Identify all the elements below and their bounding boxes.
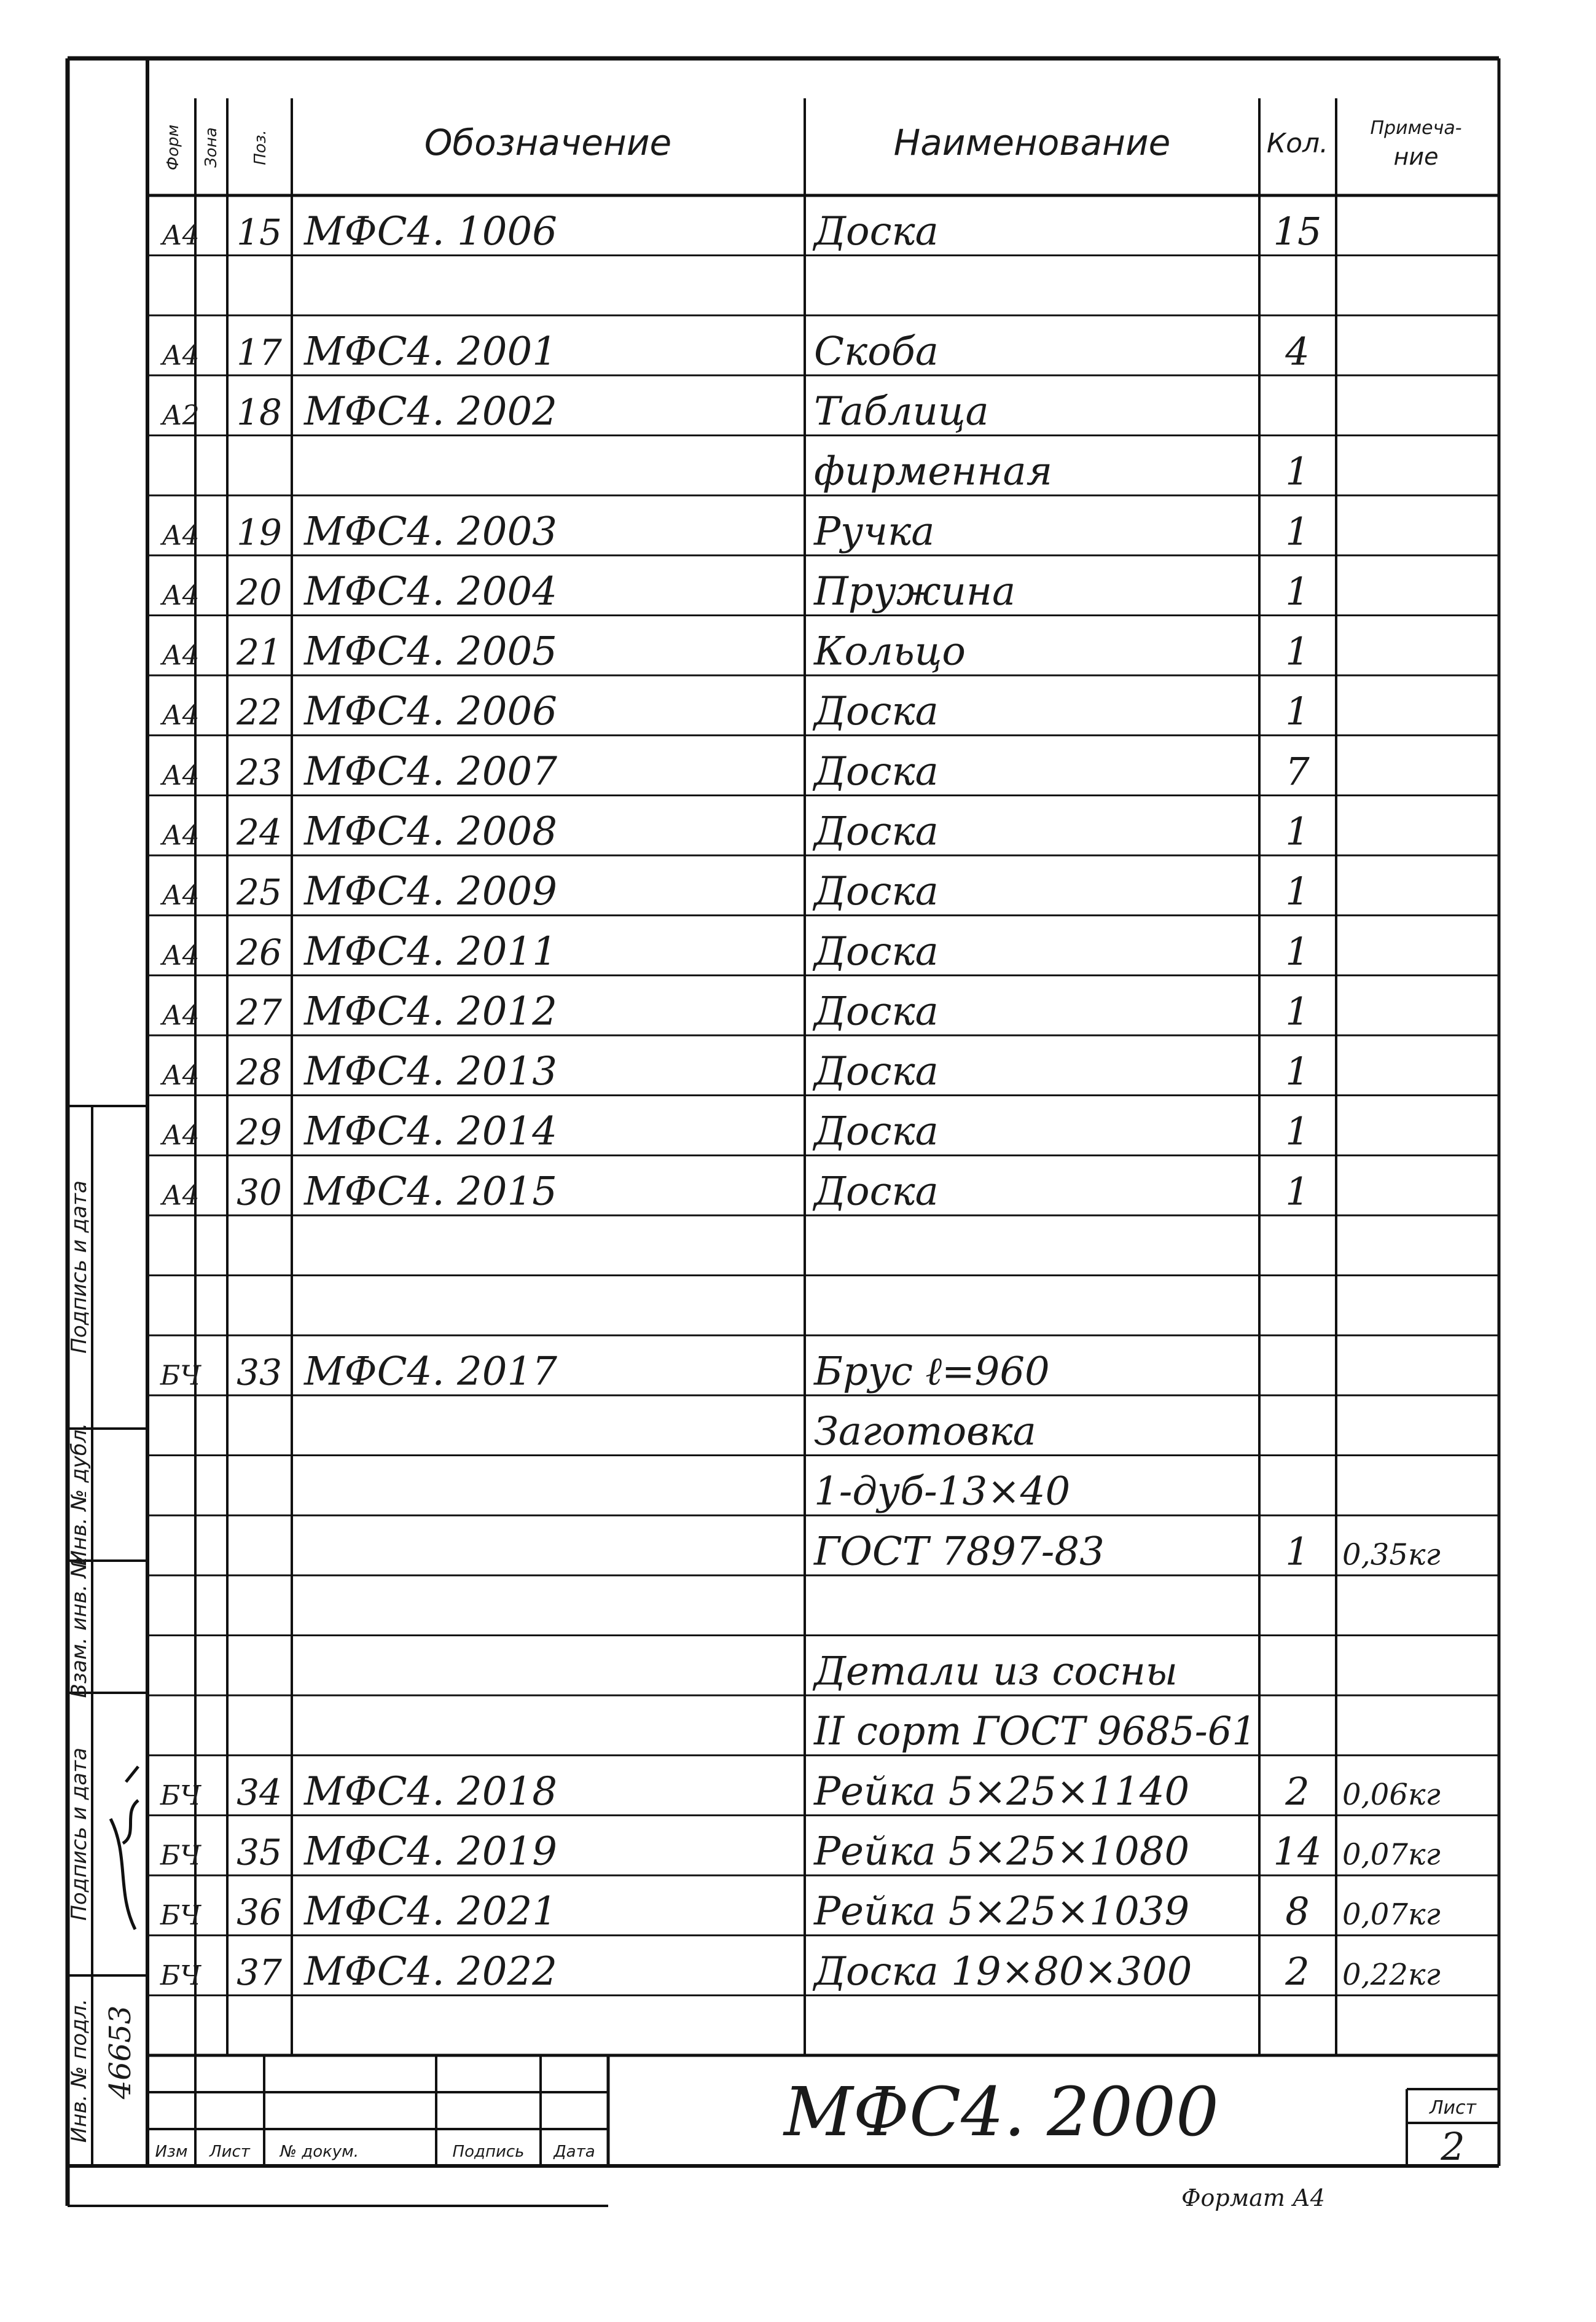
header-zone: Зона <box>202 127 221 168</box>
cell-name: Детали из сосны <box>814 1649 1178 1695</box>
cell-format: А4 <box>162 820 200 852</box>
table-row <box>160 329 1309 374</box>
title-list: Лист <box>209 2143 250 2161</box>
title-block <box>147 2055 1499 2169</box>
sheet-label: Лист <box>1429 2097 1477 2119</box>
cell-name: Брус ℓ=960 <box>814 1349 1050 1395</box>
cell-format: А4 <box>162 220 200 252</box>
cell-format: А4 <box>162 340 200 372</box>
cell-format: БЧ <box>160 1840 201 1872</box>
cell-position: 23 <box>237 751 282 793</box>
table-row <box>160 1169 1309 1214</box>
cell-designation: МФС4. 2008 <box>304 809 557 855</box>
table-row <box>813 1709 1256 1754</box>
cell-position: 36 <box>237 1891 282 1934</box>
cell-qty: 1 <box>1285 1049 1310 1094</box>
sidebar-vzam-inv: Взам. инв. № <box>67 1556 92 1698</box>
header-qty: Кол. <box>1266 128 1329 159</box>
table-row <box>160 1949 1441 1994</box>
cell-qty: 2 <box>1285 1768 1310 1814</box>
cell-name: Кольцо <box>814 629 966 675</box>
cell-name: Доска <box>814 209 939 255</box>
cell-format: А2 <box>162 400 200 432</box>
cell-position: 20 <box>237 571 282 613</box>
cell-format: БЧ <box>160 1360 201 1392</box>
cell-format: А4 <box>162 759 200 791</box>
cell-designation: МФС4. 2021 <box>304 1889 557 1935</box>
cell-name: фирменная <box>814 449 1053 495</box>
header-format: Форм <box>164 124 182 171</box>
cell-name: 1-дуб-13×40 <box>814 1469 1071 1515</box>
table-row <box>160 1889 1441 1934</box>
cell-format: А4 <box>162 579 200 611</box>
cell-qty: 1 <box>1285 1169 1310 1214</box>
page-frame <box>68 58 1499 2206</box>
cell-designation: МФС4. 2011 <box>304 928 557 975</box>
cell-format: БЧ <box>160 1959 201 1991</box>
cell-position: 24 <box>237 811 282 853</box>
table-row <box>814 1409 1036 1454</box>
cell-position: 17 <box>237 331 282 374</box>
cell-format: А4 <box>162 1060 200 1092</box>
cell-name: Рейка 5×25×1039 <box>814 1889 1190 1935</box>
cell-name: Пружина <box>814 568 1016 614</box>
cell-designation: МФС4. 2004 <box>304 568 557 614</box>
cell-qty: 14 <box>1273 1829 1322 1874</box>
cell-name: Доска <box>814 748 939 794</box>
table-row <box>160 569 1309 614</box>
table-rows <box>160 209 1441 1994</box>
table-row <box>160 1349 1050 1394</box>
cell-position: 19 <box>237 511 282 554</box>
cell-name: Скоба <box>814 329 939 375</box>
table-row <box>160 629 1309 675</box>
cell-name: Доска <box>814 689 939 735</box>
cell-designation: МФС4. 2006 <box>304 689 557 735</box>
table-row <box>160 749 1310 794</box>
cell-position: 34 <box>237 1771 282 1813</box>
table-row <box>814 1469 1070 1515</box>
cell-position: 18 <box>237 391 282 434</box>
cell-format: БЧ <box>160 1900 201 1932</box>
cell-format: А4 <box>162 1180 200 1212</box>
cell-designation: МФС4. 1006 <box>304 209 557 255</box>
table-row <box>160 1109 1309 1155</box>
table-row <box>812 1649 1178 1695</box>
cell-designation: МФС4. 2005 <box>304 629 557 675</box>
cell-qty: 1 <box>1285 809 1310 854</box>
header-designation: Обозначение <box>424 122 672 163</box>
title-izm: Изм <box>155 2143 188 2161</box>
sidebar-inv-number: 46653 <box>103 2005 138 2100</box>
cell-note: 0,35кг <box>1342 1537 1441 1572</box>
cell-name: Доска <box>814 1169 939 1215</box>
cell-qty: 1 <box>1285 1529 1310 1574</box>
table-row <box>160 689 1309 734</box>
cell-position: 28 <box>237 1051 282 1094</box>
cell-note: 0,07кг <box>1342 1897 1441 1932</box>
cell-designation: МФС4. 2003 <box>304 509 557 555</box>
cell-format: А4 <box>162 1120 200 1151</box>
cell-name: ГОСТ 7897-83 <box>814 1529 1105 1575</box>
cell-note: 0,22кг <box>1342 1957 1441 1992</box>
cell-note: 0,07кг <box>1342 1837 1441 1872</box>
cell-position: 26 <box>237 931 282 973</box>
cell-position: 30 <box>237 1171 282 1214</box>
cell-format: А4 <box>162 939 200 971</box>
cell-name: Доска <box>814 989 939 1035</box>
header-note-line1: Примеча- <box>1370 117 1462 139</box>
table-row <box>160 1829 1441 1874</box>
cell-qty: 1 <box>1285 629 1310 674</box>
table-row <box>160 1769 1441 1814</box>
cell-note: 0,06кг <box>1342 1777 1441 1812</box>
cell-position: 22 <box>237 691 282 734</box>
cell-name: Рейка 5×25×1140 <box>814 1768 1190 1814</box>
cell-qty: 1 <box>1285 989 1310 1034</box>
left-sidebar <box>67 1106 147 2166</box>
cell-format: А4 <box>162 1000 200 1032</box>
cell-name: Доска <box>814 869 939 915</box>
cell-position: 15 <box>237 211 282 254</box>
table-header <box>164 117 1462 170</box>
cell-format: А4 <box>162 640 200 672</box>
cell-format: А4 <box>162 880 200 912</box>
cell-qty: 7 <box>1285 748 1310 794</box>
cell-designation: МФС4. 2007 <box>304 748 557 794</box>
table-row <box>814 449 1310 495</box>
cell-qty: 1 <box>1285 509 1310 554</box>
header-name: Наименование <box>893 122 1171 163</box>
cell-name: Доска <box>814 1108 939 1155</box>
cell-position: 27 <box>237 991 282 1034</box>
cell-position: 21 <box>237 631 282 673</box>
cell-name: Заготовка <box>814 1408 1036 1454</box>
table-row <box>160 389 988 434</box>
cell-position: 33 <box>237 1351 282 1394</box>
cell-qty: 8 <box>1285 1889 1310 1934</box>
cell-qty: 2 <box>1285 1948 1310 1994</box>
cell-name: Таблица <box>814 389 989 435</box>
format-note: Формат А4 <box>1181 2184 1325 2211</box>
cell-designation: МФС4. 2018 <box>304 1768 557 1814</box>
cell-qty: 1 <box>1285 869 1310 914</box>
cell-name: Доска <box>814 809 939 855</box>
title-doc-no: № докум. <box>280 2143 359 2161</box>
cell-qty: 4 <box>1285 329 1310 374</box>
cell-designation: МФС4. 2013 <box>304 1049 557 1095</box>
cell-designation: МФС4. 2009 <box>304 869 557 915</box>
table-row <box>160 809 1309 855</box>
header-note-line2: ние <box>1393 143 1439 170</box>
cell-format: А4 <box>162 700 200 732</box>
cell-designation: МФС4. 2017 <box>304 1349 557 1395</box>
cell-qty: 1 <box>1285 689 1310 734</box>
title-signature: Подпись <box>452 2143 525 2161</box>
cell-name: Доска 19×80×300 <box>814 1948 1192 1994</box>
sidebar-inv-dubl: Инв. № дубл. <box>67 1422 92 1566</box>
table-row <box>160 1049 1309 1094</box>
table-row <box>160 989 1309 1034</box>
cell-qty: 15 <box>1273 209 1322 254</box>
header-position: Поз. <box>251 130 270 165</box>
cell-name: Доска <box>814 928 939 975</box>
cell-designation: МФС4. 2019 <box>304 1829 557 1875</box>
cell-position: 29 <box>237 1111 282 1153</box>
document-code: МФС4. 2000 <box>784 2073 1219 2151</box>
table-row <box>160 929 1309 975</box>
cell-designation: МФС4. 2015 <box>304 1169 557 1215</box>
cell-format: А4 <box>162 520 200 552</box>
title-date: Дата <box>554 2143 595 2161</box>
sidebar-podp-data-1: Подпись и дата <box>67 1747 92 1921</box>
cell-qty: 1 <box>1285 928 1310 974</box>
table-row <box>160 509 1309 554</box>
cell-designation: МФС4. 2001 <box>304 329 557 375</box>
table-row <box>160 869 1309 914</box>
sidebar-inv-podl: Инв. № подл. <box>67 1998 92 2143</box>
cell-format: БЧ <box>160 1779 201 1811</box>
handwritten-signature <box>111 1767 138 1929</box>
sheet-number: 2 <box>1441 2124 1465 2169</box>
sidebar-podp-data-2: Подпись и дата <box>67 1180 92 1354</box>
cell-name: II сорт ГОСТ 9685-61 <box>813 1709 1256 1755</box>
cell-qty: 1 <box>1285 568 1310 614</box>
cell-position: 35 <box>237 1831 282 1873</box>
table-row <box>160 209 1321 254</box>
cell-name: Рейка 5×25×1080 <box>814 1829 1190 1875</box>
cell-qty: 1 <box>1285 449 1310 494</box>
cell-name: Ручка <box>814 509 935 555</box>
cell-designation: МФС4. 2002 <box>304 389 557 435</box>
cell-position: 25 <box>237 871 282 914</box>
table-row <box>813 1529 1441 1574</box>
cell-position: 37 <box>237 1951 282 1993</box>
cell-designation: МФС4. 2014 <box>304 1108 557 1155</box>
cell-designation: МФС4. 2022 <box>304 1948 557 1994</box>
cell-designation: МФС4. 2012 <box>304 989 557 1035</box>
cell-qty: 1 <box>1285 1108 1310 1154</box>
cell-name: Доска <box>814 1049 939 1095</box>
